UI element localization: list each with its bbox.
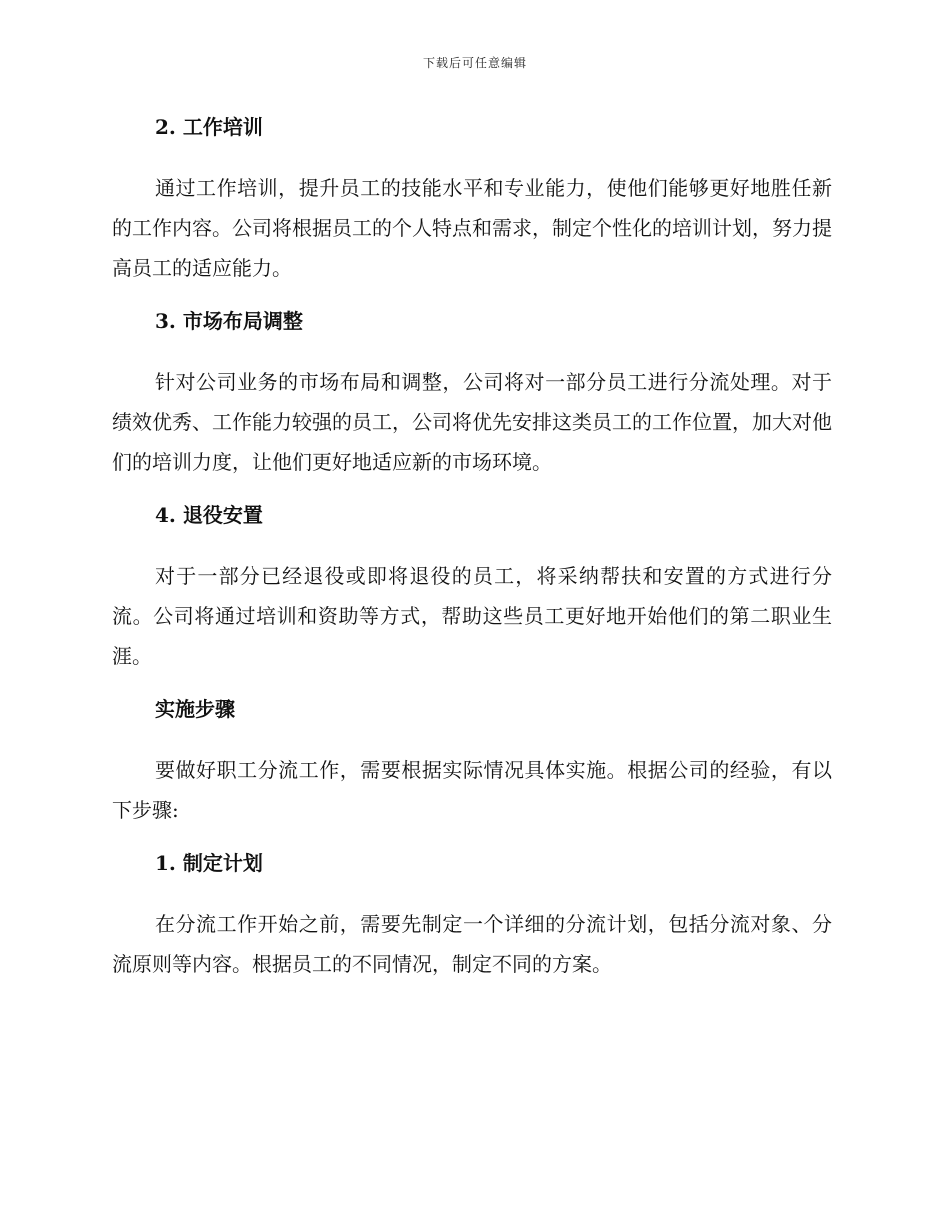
section-paragraph-implementation: 要做好职工分流工作，需要根据实际情况具体实施。根据公司的经验，有以下步骤: xyxy=(112,758,832,822)
section-paragraph-retirement: 对于一部分已经退役或即将退役的员工，将采纳帮扶和安置的方式进行分流。公司将通过培训和资助等方式，帮助这些员工更好地开始他们的第二职业生涯。 xyxy=(112,564,832,668)
section-heading-plan: 1. 制定计划 xyxy=(155,851,263,875)
document-body xyxy=(112,112,832,1002)
section-heading-market-layout: 3. 市场布局调整 xyxy=(155,309,303,333)
section-heading-implementation: 实施步骤 xyxy=(155,697,235,721)
section-paragraph-plan: 在分流工作开始之前，需要先制定一个详细的分流计划，包括分流对象、分流原则等内容。根据员工的不同情况，制定不同的方案。 xyxy=(112,912,832,976)
section-heading-training: 2. 工作培训 xyxy=(155,115,263,139)
section-heading-retirement: 4. 退役安置 xyxy=(155,503,263,527)
section-paragraph-training: 通过工作培训，提升员工的技能水平和专业能力，使他们能够更好地胜任新的工作内容。公司将根据员工的个人特点和需求，制定个性化的培训计划，努力提高员工的适应能力。 xyxy=(112,176,832,280)
page-header: 下载后可任意编辑 xyxy=(422,56,527,70)
section-paragraph-market-layout: 针对公司业务的市场布局和调整，公司将对一部分员工进行分流处理。对于绩效优秀、工作能力较强的员工，公司将优先安排这类员工的工作位置，加大对他们的培训力度，让他们更好地适应新的市场环境。 xyxy=(112,370,832,474)
